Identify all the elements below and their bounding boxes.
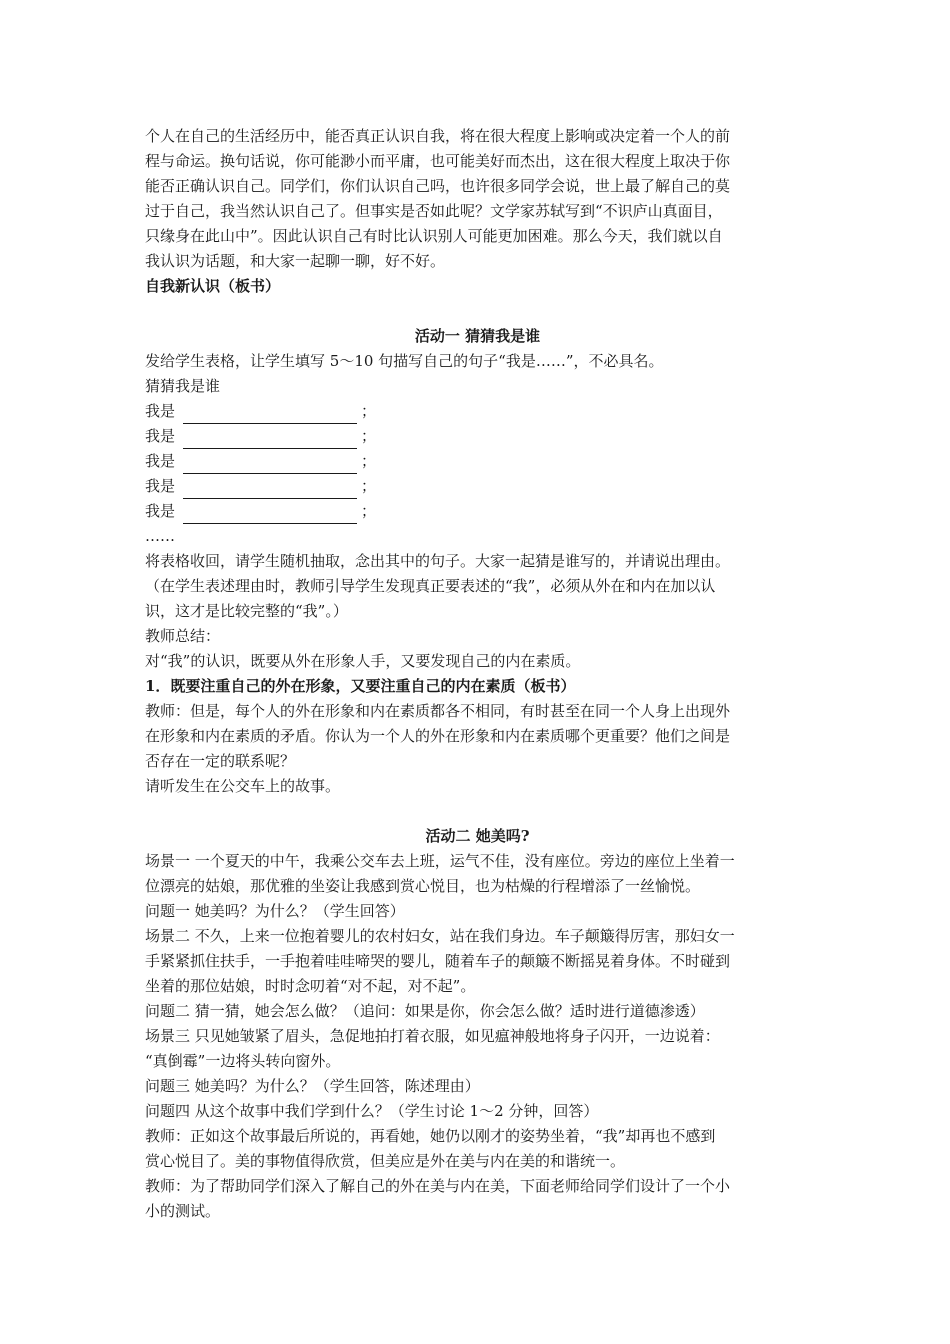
intro-line: 过于自己，我当然认识自己了。但事实是否如此呢？文学家苏轼写到“不识庐山真面目，	[145, 202, 723, 220]
body-line: 小的测试。	[145, 1202, 221, 1220]
document-page	[145, 124, 810, 1224]
fill-in-form	[145, 399, 810, 549]
body-line: 识，这才是比较完整的“我”。）	[145, 602, 348, 620]
body-line: 教师总结：	[145, 627, 221, 645]
body-line: 坐着的那位姑娘，时时念叨着“对不起，对不起”。	[145, 977, 476, 995]
body-line: 场景二 不久，上来一位抱着婴儿的农村妇女，站在我们身边。车子颠簸得厉害，那妇女一	[145, 927, 735, 945]
fill-in-row	[145, 399, 810, 424]
body-line: 问题一 她美吗？为什么？（学生回答）	[145, 902, 405, 920]
body-line: 教师：正如这个故事最后所说的，再看她，她仍以刚才的姿势坐着，“我”却再也不感到	[145, 1127, 716, 1145]
board-title: 自我新认识（板书）	[145, 277, 281, 295]
fill-in-row	[145, 449, 810, 474]
form-ellipsis: ……	[145, 527, 175, 545]
activity-one-section	[145, 324, 810, 799]
row-label: 我是	[145, 402, 176, 420]
spacer	[145, 799, 810, 824]
fill-in-row	[145, 474, 810, 499]
body-line: “真倒霉”一边将头转向窗外。	[145, 1052, 341, 1070]
row-end: ；	[361, 502, 377, 520]
spacer	[145, 299, 810, 324]
body-line: 场景三 只见她皱紧了眉头，急促地拍打着衣服，如见瘟神般地将身子闪开，一边说着：	[145, 1027, 720, 1045]
activity-two-section	[145, 824, 810, 1224]
fill-in-row	[145, 499, 810, 524]
row-end: ；	[361, 402, 377, 420]
intro-line: 我认识为话题，和大家一起聊一聊，好不好。	[145, 252, 446, 270]
body-line: 场景一 一个夏天的中午，我乘公交车去上班，运气不佳，没有座位。旁边的座位上坐着一	[145, 852, 735, 870]
body-line: 问题三 她美吗？为什么？（学生回答，陈述理由）	[145, 1077, 480, 1095]
body-line: 教师：但是，每个人的外在形象和内在素质都各不相同，有时甚至在同一个人身上出现外	[145, 702, 731, 720]
blank-line	[183, 506, 357, 524]
body-line: 在形象和内在素质的矛盾。你认为一个人的外在形象和内在素质哪个更重要？他们之间是	[145, 727, 731, 745]
activity-one-title: 活动一 猜猜我是谁	[414, 327, 541, 345]
form-title: 猜猜我是谁	[145, 377, 221, 395]
blank-line	[183, 406, 357, 424]
intro-line: 只缘身在此山中”。因此认识自己有时比认识别人可能更加困难。那么今天，我们就以自	[145, 227, 723, 245]
activity-one-instruction: 发给学生表格，让学生填写 5～10 句描写自己的句子“我是……”，不必具名。	[145, 352, 664, 370]
body-line: （在学生表述理由时，教师引导学生发现真正要表述的“我”，必须从外在和内在加以认	[145, 577, 716, 595]
blank-line	[183, 431, 357, 449]
intro-line: 能否正确认识自己。同学们，你们认识自己吗，也许很多同学会说，世上最了解自己的莫	[145, 177, 731, 195]
row-end: ；	[361, 452, 377, 470]
activity-two-title: 活动二 她美吗?	[425, 827, 530, 845]
body-line: 否存在一定的联系呢？	[145, 752, 296, 770]
body-line: 对“我”的认识，既要从外在形象人手，又要发现自己的内在素质。	[145, 652, 581, 670]
row-label: 我是	[145, 427, 176, 445]
intro-paragraph	[145, 124, 810, 274]
blank-line	[183, 456, 357, 474]
body-line: 赏心悦目了。美的事物值得欣赏，但美应是外在美与内在美的和谐统一。	[145, 1152, 626, 1170]
body-line: 手紧紧抓住扶手，一手抱着哇哇啼哭的婴儿，随着车子的颠簸不断摇晃着身体。不时碰到	[145, 952, 731, 970]
body-line: 请听发生在公交车上的故事。	[145, 777, 341, 795]
body-line: 问题二 猜一猜，她会怎么做？（追问：如果是你，你会怎么做？适时进行道德渗透）	[145, 1002, 705, 1020]
intro-line: 个人在自己的生活经历中，能否真正认识自我，将在很大程度上影响或决定着一个人的前	[145, 127, 731, 145]
blank-line	[183, 481, 357, 499]
body-line: 教师：为了帮助同学们深入了解自己的外在美与内在美，下面老师给同学们设计了一个小	[145, 1177, 731, 1195]
row-end: ；	[361, 477, 377, 495]
row-label: 我是	[145, 502, 176, 520]
body-line: 将表格收回，请学生随机抽取，念出其中的句子。大家一起猜是谁写的，并请说出理由。	[145, 552, 731, 570]
body-line: 位漂亮的姑娘，那优雅的坐姿让我感到赏心悦目，也为枯燥的行程增添了一丝愉悦。	[145, 877, 701, 895]
fill-in-row	[145, 424, 810, 449]
row-end: ；	[361, 427, 377, 445]
point-heading: 1．既要注重自己的外在形象，又要注重自己的内在素质（板书）	[145, 677, 576, 695]
intro-line: 程与命运。换句话说，你可能渺小而平庸，也可能美好而杰出，这在很大程度上取决于你	[145, 152, 731, 170]
row-label: 我是	[145, 452, 176, 470]
body-line: 问题四 从这个故事中我们学到什么？（学生讨论 1～2 分钟，回答）	[145, 1102, 599, 1120]
row-label: 我是	[145, 477, 176, 495]
